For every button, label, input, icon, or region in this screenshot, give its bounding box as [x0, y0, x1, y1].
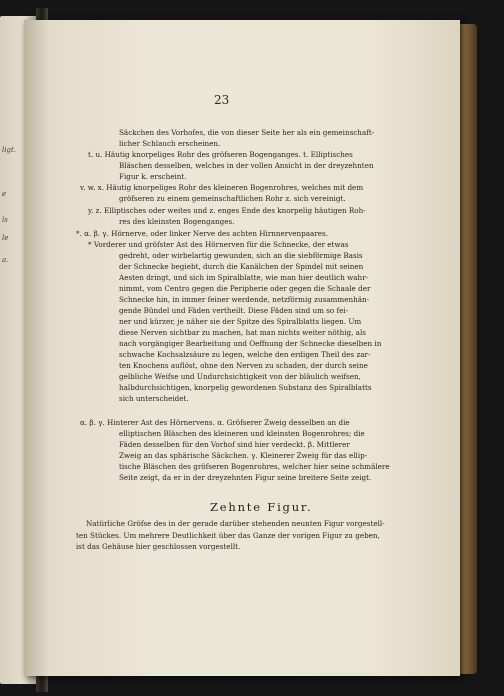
left-page-fragment: le — [2, 234, 9, 242]
text-line: y. z. Elliptisches oder weites und z. enges Ende des knorpelig häutigen Roh- — [88, 206, 366, 215]
text-line: sich unterscheidet. — [119, 394, 189, 403]
text-line: nach vorgängiger Bearbeitung und Oeffnung der Schnecke dieselben in — [119, 339, 382, 348]
text-line: t. u. Häutig knorpeliges Rohr des gröfseren Bogenganges. t. Elliptisches — [88, 150, 353, 159]
text-line: Seite zeigt, da er in der dreyzehnten Figur seine breitere Seite zeigt. — [119, 473, 372, 482]
text-line: nimmt, vom Centro gegen die Peripherie oder gegen die Schaale der — [119, 284, 371, 293]
text-line: licher Schlauch erscheinen. — [119, 139, 221, 148]
left-page-fragment: ls — [2, 216, 8, 224]
text-line: Fäden desselben für den Vorhof sind hier verdeckt. β. Mittlerer — [119, 440, 350, 449]
section-heading: Zehnte Figur. — [210, 500, 313, 514]
text-line: α. β. γ. Hinterer Ast des Hörnervens. α. Gröfserer Zweig desselben an die — [80, 418, 350, 427]
text-line: elliptischen Bläschen des kleineren und kleinsten Bogenrohres; die — [119, 429, 365, 438]
text-line: Säckchen des Vorhofes, die von dieser Seite her als ein gemeinschaft- — [119, 128, 375, 137]
text-line: ist das Gehäuse hier geschlossen vorgestellt. — [76, 542, 241, 551]
text-line: tische Bläschen des gröfseren Bogenrohres, welcher hier seine schmälere — [119, 462, 390, 471]
text-line: Schnecke hin, in immer feiner werdende, netzförmig zusammenhän- — [119, 295, 370, 304]
text-line: diese Nerven sichtbar zu machen, hat man nichts weiter nöthig, als — [119, 328, 366, 337]
text-line: gedreht, oder wirbelartig gewunden, sich an die siebförmige Basis — [119, 251, 363, 260]
text-line: * Vorderer und gröfster Ast des Hörnerven für die Schnecke, der etwas — [88, 240, 349, 249]
text-line: gelbliche Weifse und Undurchsichtigkeit von der bläulich weifsen, — [119, 372, 361, 381]
left-page-fragment: ligt. — [2, 146, 16, 154]
text-line: Bläschen desselben, welches in der vollen Ansicht in der dreyzehnten — [119, 161, 374, 170]
text-line: Aesten dringt, und sich im Spiralblatte, wie man hier deutlich wahr- — [119, 273, 369, 282]
text-line: ner und kürzer, je näher sie der Spitze des Spiralblatts liegen. Um — [119, 317, 362, 326]
text-line: halbdurchsichtigen, knorpelig gewordenen Substanz des Spiralblatts — [119, 383, 372, 392]
text-line: ten Knochens auflöst, ohne den Nerven zu schaden, der durch seine — [119, 361, 368, 370]
left-page-fragment: a. — [2, 256, 9, 264]
text-line: gende Bündel und Fäden vertheilt. Diese Fäden sind um so fei- — [119, 306, 349, 315]
text-line: *. α. β. γ. Hörnerve, oder linker Nerve des achten Hirnnervenpaares. — [76, 229, 328, 238]
text-line: Figur k. erscheint. — [119, 172, 187, 181]
text-line: gröfseren zu einem gemeinschaftlichen Rohr z. sich vereinigt. — [119, 194, 346, 203]
text-line: der Schnecke begiebt, durch die Kanälchen der Spindel mit seinen — [119, 262, 364, 271]
text-line: Zweig an das sphärische Säckchen. γ. Kleinerer Zweig für das ellip- — [119, 451, 368, 460]
text-line: schwache Kochsalzsäure zu legen, welche den erdigen Theil des zar- — [119, 350, 371, 359]
page-number: 23 — [214, 93, 230, 107]
text-line: Natürliche Gröfse des in der gerade darüber stehenden neunten Figur vorgestell- — [86, 519, 385, 528]
text-line: res des kleinsten Bogenganges. — [119, 217, 235, 226]
left-page-fragment: e — [2, 190, 7, 198]
text-line: v. w. x. Häutig knorpeliges Rohr des kleineren Bogenrohres, welches mit dem — [80, 183, 364, 192]
text-line: ten Stückes. Um mehrere Deutlichkeit über das Ganze der vorigen Figur zu geben, — [76, 531, 380, 540]
